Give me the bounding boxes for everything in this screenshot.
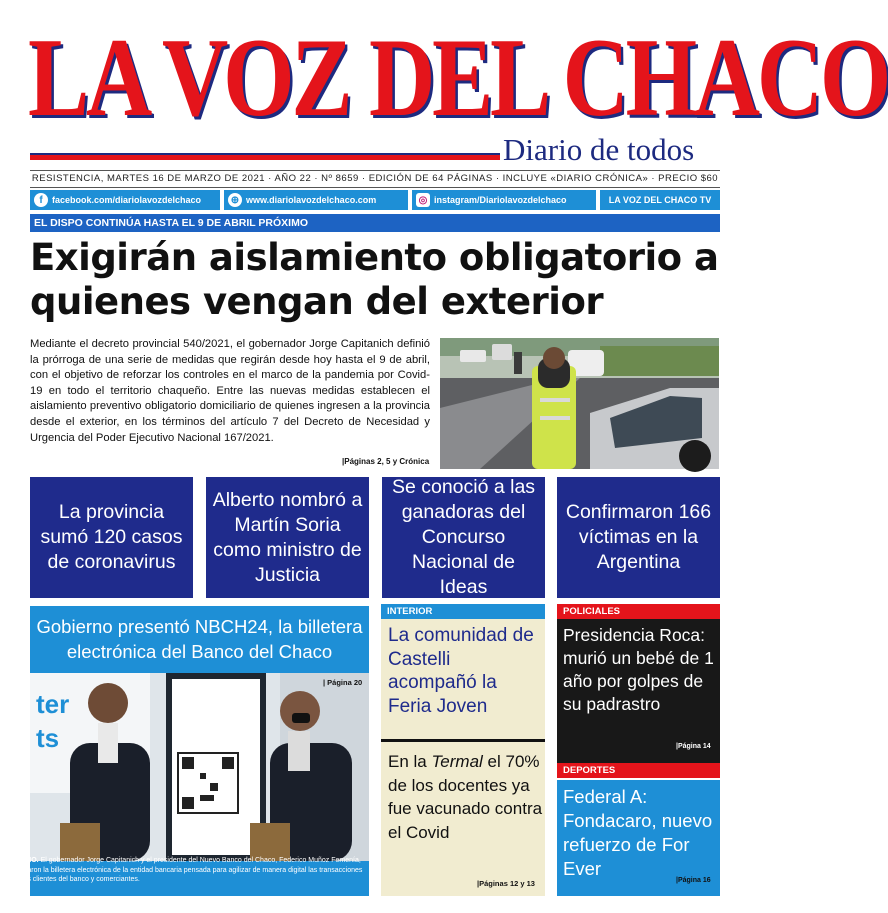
caption-text: El gobernador Jorge Capitanich y el presidente del Nuevo Banco del Chaco, Federico Muñoz Femenía, presentaron la billetera electrónica de la entidad bancaria pensada para agilizar de manera digital las transacciones entre los clientes del banco y comerciantes. bbox=[4, 857, 363, 883]
policiales-story[interactable]: Presidencia Roca: murió un bebé de 1 año por golpes de su padrastro bbox=[563, 625, 714, 714]
box-ideas-contest[interactable]: Se conoció a las ganadoras del Concurso Nacional de Ideas bbox=[382, 477, 545, 598]
masthead-rule-accent bbox=[30, 153, 500, 155]
globe-icon: ⊕ bbox=[228, 193, 242, 207]
lead-kicker: EL DISPO CONTINÚA HASTA EL 9 DE ABRIL PRÓXIMO bbox=[30, 214, 720, 232]
feature-page-ref: | Página 20 bbox=[323, 678, 363, 687]
website-link[interactable] bbox=[224, 190, 408, 210]
social-bar bbox=[30, 190, 720, 210]
feature-photo bbox=[30, 673, 369, 861]
lead-photo-checkpoint bbox=[440, 338, 719, 469]
instagram-link[interactable] bbox=[412, 190, 596, 210]
website-label: www.diariolavozdelchaco.com bbox=[246, 195, 377, 205]
masthead bbox=[0, 0, 888, 206]
feature-card[interactable] bbox=[30, 606, 369, 896]
policiales-page-ref: |Página 14 bbox=[676, 743, 711, 750]
newspaper-title: LA VOZ DEL CHACO bbox=[28, 16, 888, 140]
lead-headline[interactable]: Exigirán aislamiento obligatorio a quienes vengan del exterior bbox=[30, 236, 719, 323]
interior-story-termal[interactable] bbox=[388, 750, 543, 844]
right-column bbox=[557, 604, 720, 896]
lead-page-ref: |Páginas 2, 5 y Crónica bbox=[342, 457, 430, 466]
policiales-label: POLICIALES bbox=[557, 604, 720, 619]
caption-label: ANUNCIO. bbox=[4, 857, 39, 864]
interior-page-ref: |Páginas 12 y 13 bbox=[477, 879, 535, 888]
interior-story-castelli[interactable]: La comunidad de Castelli acompañó la Feria Joven bbox=[388, 625, 534, 717]
interior-section bbox=[381, 604, 545, 896]
deportes-story[interactable]: Federal A: Fondacaro, nuevo refuerzo de For Ever bbox=[563, 786, 713, 879]
deportes-header bbox=[557, 763, 720, 778]
story-text-start: En la bbox=[388, 752, 432, 771]
facebook-label: facebook.com/diariolavozdelchaco bbox=[52, 195, 202, 205]
newspaper-slogan: Diario de todos bbox=[503, 132, 695, 167]
tv-link[interactable]: LA VOZ DEL CHACO TV bbox=[600, 190, 720, 210]
facebook-link[interactable] bbox=[30, 190, 220, 210]
deportes-page-ref: |Página 16 bbox=[676, 877, 711, 884]
interior-divider bbox=[381, 739, 545, 742]
box-covid-cases[interactable]: La provincia sumó 120 casos de coronavirus bbox=[30, 477, 193, 598]
box-justice-minister[interactable]: Alberto nombró a Martín Soria como ministro de Justicia bbox=[206, 477, 369, 598]
story-text-emphasis: Termal bbox=[431, 752, 483, 771]
box-victims[interactable]: Confirmaron 166 víctimas en la Argentina bbox=[557, 477, 720, 598]
dateline: RESISTENCIA, MARTES 16 DE MARZO DE 2021 · AÑO 22 · Nº 8659 · EDICIÓN DE 64 PÁGINAS · INCLUYE «DIARIO CRÓNICA» · PRECIO $60 bbox=[30, 170, 720, 188]
feature-headline: Gobierno presentó NBCH24, la billetera electrónica del Banco del Chaco bbox=[36, 616, 363, 662]
facebook-icon: f bbox=[34, 193, 48, 207]
feature-caption bbox=[4, 856, 364, 885]
instagram-label: instagram/Diariolavozdelchaco bbox=[434, 195, 567, 205]
svg-text:ts: ts bbox=[36, 723, 60, 753]
lead-body: Mediante el decreto provincial 540/2021, el gobernador Jorge Capitanich definió la prórroga de una serie de medidas que regirán desde hoy hasta el 9 de abril, con el objetivo de reforzar los controles en el marco de la pandemia por Covid-19 en todo el territorio chaqueño. Entre las nuevas medidas establecen el aislamiento preventivo obligatorio domiciliario de quienes ingresen a la provincia desde el exterior, en los términos del artículo 7 del Decreto de Necesidad y Urgencia del Poder Ejecutivo Nacional 167/2021. bbox=[30, 338, 430, 444]
headline-boxes bbox=[30, 477, 720, 598]
instagram-icon: ◎ bbox=[416, 193, 430, 207]
story-text-end: el 70% de los docentes ya fue vacunado contra el Covid bbox=[388, 752, 543, 842]
svg-text:ter: ter bbox=[36, 689, 70, 719]
deportes-label: DEPORTES bbox=[557, 763, 720, 778]
interior-label: INTERIOR bbox=[381, 604, 545, 619]
